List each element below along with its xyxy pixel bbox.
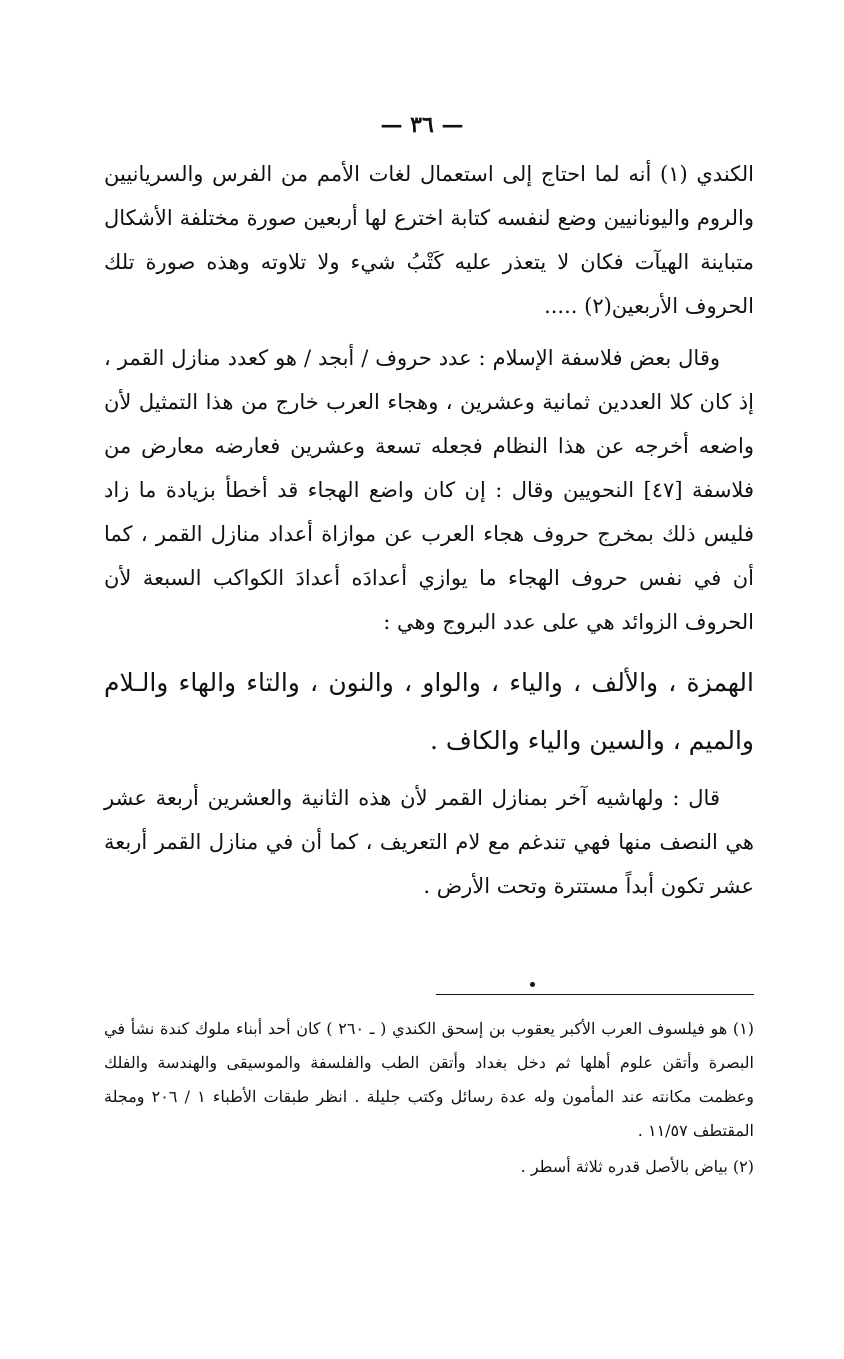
paragraph-kindi-script: الكندي (١) أنه لما احتاج إلى استعمال لغات الأمم من الفرس والسريانيين والروم واليونانيين وضع لنفسه كتابة اخترع لها أربعين صورة مختلفة الأشكال متباينة الهيآت فكان لا يتعذر عليه كَتْبُ شيء ولا تلاوته وهذه صورة تلك الحروف الأربعين(٢) ..... [104, 162, 754, 318]
footnote-2: (٢) بياض بالأصل قدره ثلاثة أسطر . [520, 1157, 754, 1176]
paragraph-definite-article: قال : ولهاشيه آخر بمنازل القمر لأن هذه الثانية والعشرين أربعة عشر هي النصف منها فهي تندغم مع لام التعريف ، كما أن في منازل القمر أربعة عشر تكون أبداً مستترة وتحت الأرض . [104, 786, 754, 898]
body-text [104, 152, 754, 908]
footnotes [104, 1012, 754, 1184]
paragraph-letters-list: الهمزة ، والألف ، والياء ، والواو ، والنون ، والتاء والهاء والـلام والميم ، والسين والياء والكاف . [104, 668, 754, 755]
page-number: — ٣٦ — [380, 112, 464, 138]
paragraph-abjad-moon-stations: وقال بعض فلاسفة الإسلام : عدد حروف / أبجد / هو كعدد منازل القمر ، إذ كان كلا العددين ثمانية وعشرين ، وهجاء العرب خارج من هذا التمثيل لأن واضعه أخرجه عن هذا النظام فجعله تسعة وعشرين فعارضه معارض من فلاسفة [٤٧] النحويين وقال : إن كان واضع الهجاء قد أخطأ بزيادة ما زاد فليس ذلك بمخرج حروف هجاء العرب عن موازاة أعداد منازل القمر ، كما أن في نفس حروف الهجاء ما يوازي أعدادَه أعدادَ الكواكب السبعة لأن الحروف الزوائد هي على عدد البروج وهي : [104, 346, 755, 634]
footnote-1: (١) هو فيلسوف العرب الأكبر يعقوب بن إسحق الكندي ( ـ ٢٦٠ ) كان أحد أبناء ملوك كندة نشأ في البصرة وأتقن علوم أهلها ثم دخل بغداد وأتقن الطب والفلسفة والموسيقى والهندسة والفلك وعظمت مكانته عند المأمون وله عدة رسائل وكتب جليلة . انظر طبقات الأطباء ١ / ٢٠٦ ومجلة المقتطف ١١/٥٧ . [104, 1019, 754, 1140]
separator-dot [530, 982, 535, 987]
footnote-divider [436, 994, 754, 995]
